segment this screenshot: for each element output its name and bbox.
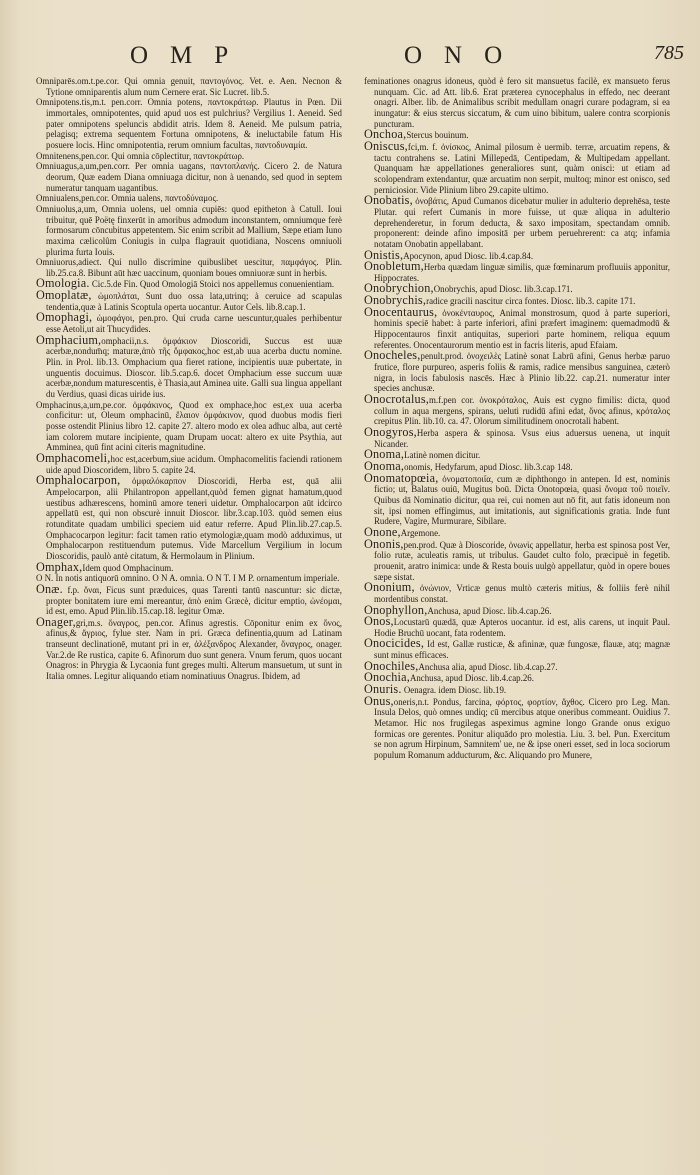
entry-text: Stercus bouinum. [406,130,469,141]
entry-text: Cic.5.de Fin. Quod Omologiā Stoici nos appellemus conuenientiam. [89,279,335,290]
dictionary-entry [36,312,342,334]
entry-text: Herba aspera & spinosa. Vsus eius aduersus uenena, ut inquit Nicander. [374,428,670,449]
dictionary-entry [364,470,670,527]
entry-headword: Onobrychion, [364,281,434,296]
entry-headword: Oniscus, [364,138,408,153]
entry-headword: Omphacium, [36,332,102,347]
dictionary-entry [36,76,342,97]
entry-headword: Onophyllon, [364,602,428,617]
dictionary-entry [364,427,670,449]
dictionary-entry [364,261,670,283]
entry-text: Anchusa, apud Diosc. lib.4.cap.26. [427,605,552,616]
entry-headword: Onoma, [364,447,405,462]
entry-text: ὀνοματοποιΐα, cum æ diphthongo in antepen. Id est, nominis fictio; ut, Balatus ouiū, Mugitus boū. Dicta Onotopœia, quasi ὄνομα τοῦ ποιεῖν. Quibus dā Nominatio dicitur, qua rei, cui nomen aut nō fit, aut fatis idoneum non sit, ipsi nomen effingimus, aut imitationis, aut significationis gratia. Inde funt Rudere, Vagire, Murmurare, Sibilare. [374,473,670,527]
dictionary-entry [364,129,670,141]
entry-text: f.p. ὄναι, Ficus sunt præduices, quas Tarenti tantū nascuntur: sic dictæ, propter bonitatem iure emi mereantur, ἀπὸ enim Græcè, dicitur emptio, ὠνέομαι, id est, emo. Apud Plin.lib.15.cap.18. legitur Omæ. [46,584,342,617]
entry-headword: Onoma, [364,458,405,473]
dictionary-entry [364,684,670,696]
entry-text: pen.prod. Quæ à Dioscoride, ὀνωνὶς appellatur, herba est spinosa post Ver, folio rutæ, aculeatis ramis, ut tribulus. Gaudet culto folo, præcipuè in fegetib. prouenit, aratro inimica: unde & Resta bouis uulgò appellatur, quòd in opere boues sæpe sistat. [374,539,670,582]
entry-text: ὀνοκένταυρος, Animal monstrosum, quod à parte superiori, hominis speciē habet: à parte inferiori, afini præfert imaginem: quemadmodū & Hippocentauros finxit antiquitas, superiori parte hominem, reliqua equum referentes. Onocentaurorum mentio est in facris literis, apud Efaiam. [374,307,670,350]
entry-headword: Onocentaurus, [364,304,438,319]
entry-headword: Onogyros, [364,425,417,439]
dictionary-entry [36,161,342,193]
left-column [36,76,342,1156]
entry-headword: Onobrychis, [364,293,427,308]
dictionary-entry [36,151,342,162]
entry-headword: Onæ. [36,581,63,596]
entry-headword: Omoplatæ, [36,288,92,303]
entry-text: fci,m. f. ὀνίσκος, Animal pilosum è uermib. terræ, arcuatim repens, & tactu contrahens se. Latini Millepedā, Centipedam, & Multipedam appellant. Quanquam hæ appellationes generaliores sunt, quàm onisci: ut etiam ad scolopendram extendantur, quæ arcuatim non serpit, multoq; minor est onisco, sed perniciosior. Vide Plinium libro 29.capite ultimo. [374,141,670,195]
dictionary-entry [364,76,670,129]
dictionary-entry [36,581,342,617]
entry-text: Latinè nomen dicitur. [404,450,481,461]
entry-text: Anchusa alia, apud Diosc. lib.4.cap.27. [418,661,558,672]
entry-headword: Ononis, [364,536,404,551]
entry-text: m.f.pen cor. ὀνοκρόταλος, Auis est cygno fimilis: dicta, quod collum in aqua mergens, spirans, ueluti rudidū afini edat, ὄνος afinus, κρόταλος crepitus Plin. lib.10. ca. 47. Olorum similitudinem onocrotali habent. [374,395,670,427]
entry-text: Omniuolus,a,um, Omnia uolens, uel omnia cupiēs: quod epitheton à Catull. Ioui tribuitur, quē Poëtę finxerūt in amoribus admodum inconstantem, omniumque ferè formosarum cōncubitus appetentem. Sic enim scribit ad Mallium, Sæpe etiam Iuno maxima cælicolûm Coniugis in culpa flagrauit quotidiana, Noscens omniuoli plurima furta Iouis. [36,203,342,257]
dictionary-entry [36,97,342,150]
entry-headword: Onone, [364,524,401,539]
entry-text: O N. In notis antiquorū omnino. O N A. omnia. O N T. I M P. ornamentum imperiale. [36,573,340,584]
dictionary-entry [36,475,342,561]
dictionary-entry [36,193,342,204]
entry-text: Apocynon, apud Diosc. lib.4.cap.84. [403,250,534,261]
entry-text: Omniuagus,a,um,pen.corr. Per omnia uagans, παντοπλανής. Cicero 2. de Natura deorum, Quæ eadem Diana omniuaga dicitur, non à uenando, sed quod in septem numeratur tanquam uagantibus. [36,161,342,193]
entry-headword: Onocheles, [364,348,421,363]
dictionary-entry [364,524,670,539]
entry-text: Idem quod Omphacinum. [82,562,174,573]
entry-headword: Onos, [364,614,394,629]
dictionary-entry [36,204,342,257]
dictionary-entry [36,332,342,400]
entry-text: omphacii,n.s. ὀμφάκιον Dioscoridi, Succus est uuæ acerbæ,nondum̄q; maturæ,ἀπὸ τῆς ὄμφακος,hoc est,ab uua acerba ductu nomine. Plin. in Prol. lib.13. Omphacium qua fieret ratione, incipientis uuæ pubertate, in unguentis docuimus. Dioscor. lib.5.cap.6. docet Omphacium esse succum uuæ acerbæ,nondum maturescentis, è Thasia,aut Aminea uite. Galli sua lingua appellant du Verdius, quasi dicas uiride ius. [46,335,342,400]
dictionary-entry [364,693,670,761]
entry-headword: Onobatis, [364,193,413,208]
entry-headword: Onochia, [364,670,410,685]
entry-headword: Onomatopœia, [364,470,439,485]
entry-text: feminationes onagrus idoneus, quòd è fero sit mansuetus facilè, ex mansueto ferus nunquam. Cic. ad Att. lib.6. Erat præterea cynocephalus in effedo, nec deerant onagri. Alber. lib. de Animalibus scribit medullam onagri curare podagram, si ea inungatur: & eius stercus siccatum, & cum uino bibitum, ualere contra scorpionis puncturam. [364,76,670,129]
dictionary-entry [36,559,342,574]
entry-headword: Onchoa, [364,127,407,142]
entry-text: ὀμφαλόκαρπον Dioscoridi, Herba est, quā alii Ampelocarpon, alii Philantropon appellant,quòd femen gignat hamatum,quod uestibus adhærescens, hominū amore teneri uidetur. Omphalocarpon aūt idcirco appellatū est, qui non obscurè innuit Dioscor. libr.3.cap.103. quòd semen eius rotunditate quadam umbilici speciem uid eatur referre. Apud Plin.lib.27.cap.5. Omphacocarpon legitur: facit tamen ratio etymologiæ,quam modò adduximus, ut Omphalocarpon restituendum putemus. Vide Marcellum Vergilium in locum Dioscoridis, paulò antè citatum, & Hermolaum in Plinium. [46,476,342,561]
entry-text: Omniuorus,adiect. Qui nullo discrimine quibuslibet uescitur, παμφάγος. Plin. lib.25.ca.8. Bibunt aūt hæc uaccinum, quoniam boues omniuoræ sunt in herbis. [36,257,342,278]
entry-text: Omniualens,pen.cor. Omnia ualens, παντοδύναμος. [36,193,219,204]
right-column [364,76,670,1156]
entry-text: Onobrychis, apud Diosc. lib.3.cap.171. [433,284,573,295]
entry-text: penult.prod. ὀνοχειλὲς Latinè sonat Labrū afini, Genus herbæ paruo frutice, flore purpureo, asperis foliis & ramis, radice mensibus sanguinea, cæterò nigra, in locis fabulosis nascēs. Hæc à Plinio lib.22. cap.21. numeratur inter species anchusæ. [374,351,670,394]
header-right-guideword: ONO [404,42,525,69]
entry-headword: Omophagi, [36,310,93,325]
dictionary-entry [364,638,670,660]
entry-text: Oenagra. idem Diosc. lib.19. [401,685,507,696]
dictionary-entry [36,573,342,584]
entry-headword: Omphalocarpon, [36,473,121,488]
entry-headword: Onistis, [364,247,404,262]
entry-headword: Ononium, [364,580,415,595]
entry-text: Id est, Gallæ rusticæ, & afininæ, quæ fungosæ, flauæ, atq; magnæ sunt minus efficaces. [374,639,670,661]
dictionary-entry [364,138,670,195]
entry-headword: Omologia. [36,276,90,291]
dictionary-entry [364,602,670,617]
entry-text: Omnitenens,pen.cor. Qui omnia cōplectitur, παντοκράτωρ. [36,150,245,161]
dictionary-entry [36,257,342,278]
entry-headword: Onochiles, [364,658,419,673]
dictionary-entry [36,614,342,682]
entry-text: onomis, Hedyfarum, apud Diosc. lib.3.cap 148. [404,461,573,472]
dictionary-entry [364,582,670,604]
header-left-guideword: OMP [130,42,251,69]
dictionary-entry [36,290,342,312]
entry-headword: Omphax, [36,559,83,574]
entry-text: radice gracili nascitur circa fontes. Diosc. lib.3. capite 171. [426,296,636,307]
entry-text: Omniparēs.om.t.pe.cor. Qui omnia genuit, παντογόνος. Vet. e. Aen. Necnon & Tytione omniparentis alum num Cernere erat. Sic Lucret. lib.5. [36,76,342,97]
entry-headword: Onocicides, [364,636,425,651]
text-columns [36,76,670,1156]
entry-text: gri,m.s. ὄναγρος, pen.cor. Afinus agrestis. Cōponitur enim ex ὄνος, afinus,& ἄγριος, fylue ster. Nam in pri. Græca definentia,quum ad Latinam transeunt declinationē, mutant pri in er, ἀλέξανδρος Alexander, ὄναγρος, onager. Var.2.de Re rustica, capite 6. Afinorum duo sunt genera. Vnum ferum, quos uocant Onagros: in Phrygia & Lycaonia funt greges multi. Alterum mansuetum, ut sunt in Italia omnes. Legitur aliquando etiam nominatiuus Onagrus. Ibidem, ad [46,617,342,682]
page-number: 785 [654,42,684,64]
dictionary-entry [364,304,670,351]
dictionary-entry [364,672,670,684]
dictionary-entry [364,394,670,427]
entry-text: ὠμοπλάται, Sunt duo ossa lata,utrinq; à ceruice ad scapulas tendentia,quæ à Latinis Scoptula operta uocantur. Autor Cels. lib.8.cap.1. [46,291,342,312]
dictionary-entry [364,195,670,249]
entry-text: ὠμοφάγοι, pen.pro. Qui cruda carne uescuntur,quales perhibentur esse Aetoli,ut ait Thucydides. [46,313,342,335]
entry-text: hoc est,acerbum,siue acidum. Omphacomelitis faciendi rationem uide apud Dioscoridem, libro 5. capite 24. [46,453,342,475]
entry-text: Argemone. [400,527,441,538]
dictionary-entry [364,449,670,461]
entry-headword: Omphacomeli, [36,450,111,465]
entry-text: Omphacinus,a,um,pe.cor. ὀμφάκινος, Quod ex omphace,hoc est,ex uua acerba conficitur: ut, Oleum omphacinū, ἔλαιον ὀμφάκινον, quod duobus modis fieri posse ostendit Plinius libro 12. capite 27. altero modo ex olea adhuc alba, aut certè iam colorem mutare incipiente, quam Drupam uocat: altero ex uite Psythia, aut Amminea, quū fint acini citeris magnitudine. [36,399,342,453]
entry-headword: Onobletum, [364,259,424,274]
dictionary-entry [364,350,670,394]
entry-text: oneris,n.t. Pondus, farcina, φόρτος, φορτίον, ἄχθος. Cicero pro Leg. Man. Insula Delos, quò omnes undiq; cū mercibus atque oneribus commeant. Ouidius 7. Metamor. Hic nos frugilegas aspeximus agmine longo Grande onus exiguo formicas ore gerentes. Ponitur aliquādo pro molestia. Liu. 3. bel. Pun. Exercitum se non agrum Hirpinum, Samnitem' ue, ne & ipse oneri esset, sed in loca sociorum populum Romanum adducturum, &c. Aliquando pro Munere, [374,696,670,761]
entry-text: ὀνώνιον, Vrticæ genus multò cæteris mitius, & folliis ferè nihil mordentibus constat. [374,583,670,604]
dictionary-entry [36,400,342,453]
entry-text: Omnipotens.tis,m.t. pen.corr. Omnia potens, παντοκράτωρ. Plautus in Pœn. Dii immortales, omnipotentes, quid apud uos est pulchrius? Vergilius 1. Aeneid. Sed pater omnipotens speluncis abdidit atris. Idem 8. Aeneid. Me pulsum patria, pelagisq; extrema sequentem Fortuna omnipotens, & ineluctabile fatum His posuere locis. Hinc omnipotentia, rerum omnium facultas, παντοδυναμία. [36,97,342,150]
entry-headword: Onus, [364,693,394,708]
dictionary-entry [36,450,342,475]
entry-text: Anchusa, apud Diosc. lib.4.cap.26. [409,673,534,684]
dictionary-entry [364,616,670,638]
entry-headword: Onocrotalus, [364,392,430,407]
entry-text: Locustarū quædā, quæ Apteros uocantur. id est, alis carens, ut inquit Paul. Hodie Bruchū uocant, fata rodentem. [374,617,670,638]
dictionary-entry [364,536,670,583]
entry-text: ὀνοβάτις, Apud Cumanos dicebatur mulier in adulterio deprehēsa, teste Plutar. qui refert Cumanis in more fuisse, ut quæ aliqua in adulterio deprehenderetur, in forum deducta, & saxo impositam, spectandam omnib. proponerent: deinde afino impositā per urbem peruehrerent: ca atq; infamia notatam Onobatin appellabant. [374,196,670,249]
entry-headword: Onager, [36,614,76,629]
entry-headword: Onuris. [364,682,402,697]
entry-text: Herba quædam linguæ similis, quæ fœminarum profluuiis apponitur, Hippocrates. [374,262,670,283]
